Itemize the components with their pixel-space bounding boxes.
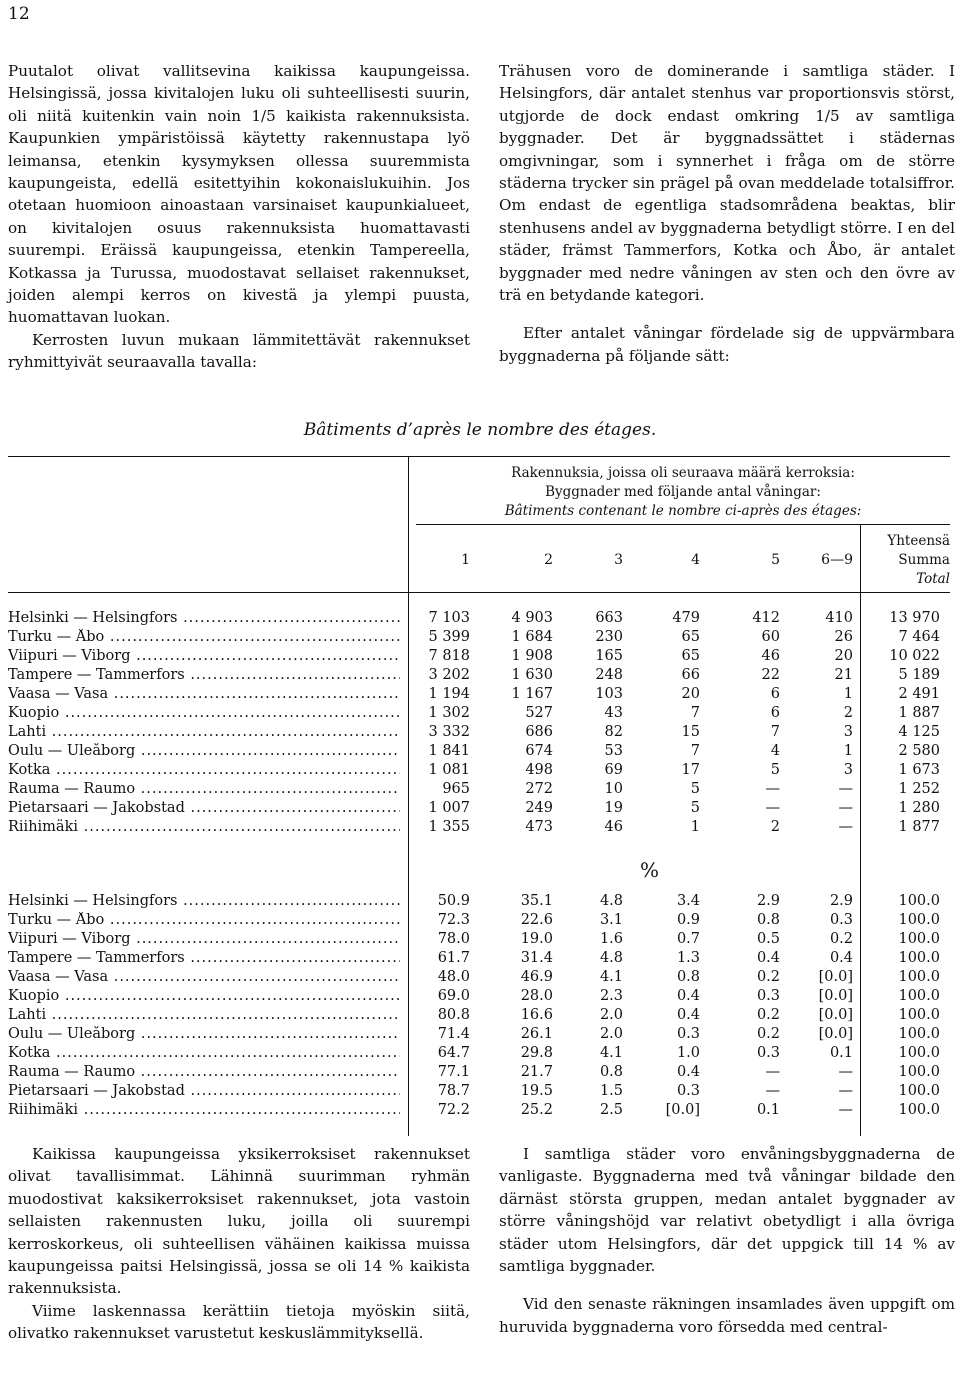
table-cell: — — [838, 819, 853, 835]
header-sv: Byggnader med följande antal våningar: — [545, 484, 821, 500]
table-row-absolute — [8, 800, 950, 819]
table-cell: 1 673 — [898, 762, 940, 778]
table-cell: 3 — [843, 762, 853, 778]
table-cell: 72.3 — [437, 912, 470, 928]
table-cell: 1.6 — [599, 931, 623, 947]
table-cell: 15 — [681, 724, 700, 740]
table-row-absolute — [8, 648, 950, 667]
table-cell: 0.3 — [756, 988, 780, 1004]
table-row-percent — [8, 1007, 950, 1026]
total-column-header — [870, 532, 950, 589]
column-header: 4 — [691, 552, 700, 568]
table-cell: 26 — [834, 629, 853, 645]
table-cell: 4 125 — [898, 724, 940, 740]
table-cell: 165 — [595, 648, 623, 664]
table-cell: 35.1 — [520, 893, 553, 909]
table-cell: 0.3 — [756, 1045, 780, 1061]
table-cell: 43 — [604, 705, 623, 721]
table-cell: 1 630 — [511, 667, 553, 683]
city-label: Pietarsaari — Jakobstad ..... — [8, 1083, 400, 1099]
table-cell: 100.0 — [898, 969, 940, 985]
table-cell: 1 252 — [898, 781, 940, 797]
city-label: Pietarsaari — Jakobstad ..... — [8, 800, 400, 816]
city-label: Rauma — Raumo ..... — [8, 781, 400, 797]
table-cell: 100.0 — [898, 988, 940, 1004]
table-cell: 7 — [690, 705, 700, 721]
table-cell: 100.0 — [898, 912, 940, 928]
table-cell: 100.0 — [898, 950, 940, 966]
table-row-percent — [8, 931, 950, 950]
table-cell: 20 — [681, 686, 700, 702]
table-cell: 3 332 — [428, 724, 470, 740]
table-cell: 0.3 — [676, 1083, 700, 1099]
table-cell: 965 — [442, 781, 470, 797]
table-cell: 2.9 — [829, 893, 853, 909]
city-label: Lahti ..... — [8, 724, 400, 740]
table-cell: — — [765, 781, 780, 797]
table-cell: 103 — [595, 686, 623, 702]
table-row-absolute — [8, 629, 950, 648]
rule — [8, 456, 950, 457]
table-cell: [0.0] — [818, 1026, 853, 1042]
table-cell: — — [838, 1102, 853, 1118]
table-cell: 0.4 — [756, 950, 780, 966]
column-header: 5 — [771, 552, 780, 568]
table-cell: 0.4 — [676, 988, 700, 1004]
table-row-absolute — [8, 724, 950, 743]
table-cell: 0.4 — [676, 1064, 700, 1080]
table-cell: 2 580 — [898, 743, 940, 759]
table-cell: 527 — [525, 705, 553, 721]
table-cell: 4.8 — [599, 950, 623, 966]
city-label: Oulu — Uleåborg ..... — [8, 1026, 400, 1042]
city-label: Helsinki — Helsingfors ..... — [8, 893, 400, 909]
table-row-percent — [8, 1045, 950, 1064]
table-cell: 50.9 — [437, 893, 470, 909]
table-cell: [0.0] — [818, 969, 853, 985]
column-header: 1 — [461, 552, 470, 568]
table-row-percent — [8, 912, 950, 931]
table-cell: 0.3 — [676, 1026, 700, 1042]
table-row-percent — [8, 1083, 950, 1102]
table-cell: 2.0 — [599, 1007, 623, 1023]
table-cell: 249 — [525, 800, 553, 816]
table-cell: 1 167 — [511, 686, 553, 702]
city-label: Rauma — Raumo ..... — [8, 1064, 400, 1080]
table-cell: 248 — [595, 667, 623, 683]
city-label: Kotka ..... — [8, 1045, 400, 1061]
table-cell: 1 280 — [898, 800, 940, 816]
table-cell: 4 — [770, 743, 780, 759]
table-row-percent — [8, 1026, 950, 1045]
table-row-percent — [8, 1102, 950, 1121]
table-cell: 1 355 — [428, 819, 470, 835]
table-cell: 1.0 — [676, 1045, 700, 1061]
table-cell: 412 — [752, 610, 780, 626]
table-cell: 479 — [672, 610, 700, 626]
table-cell: 65 — [681, 648, 700, 664]
table-cell: 71.4 — [437, 1026, 470, 1042]
table-cell: [0.0] — [665, 1102, 700, 1118]
table-cell: 48.0 — [437, 969, 470, 985]
table-row-absolute — [8, 705, 950, 724]
table-cell: 0.8 — [756, 912, 780, 928]
table-cell: 7 — [770, 724, 780, 740]
table-cell: 100.0 — [898, 1045, 940, 1061]
table-cell: 19.5 — [520, 1083, 553, 1099]
paragraph: Vid den senaste räkningen insamlades även uppgift om huruvida byggnaderna voro försedda med central- — [499, 1295, 955, 1336]
table-cell: 2.0 — [599, 1026, 623, 1042]
table-row-absolute — [8, 610, 950, 629]
city-label: Kuopio ..... — [8, 705, 400, 721]
paragraph: Trähusen voro de dominerande i samtliga städer. I Helsingfors, där antalet stenhus var proportionsvis störst, utgjorde de dock endast omkring 1/5 av samtliga byggnader. Det är byggnadssättet i städernas omgivningar, som i synnerhet i fråga om de större städerna trycker sin prägel på ovan meddelade totalsiffror. Om endast de egentliga stadsområdena beaktas, blir stenhusens andel av byggnaderna betydligt större. I en del städer, främst Tammerfors, Kotka och Åbo, är antalet byggnader med nedre våningen av sten och den övre av trä en betydande kategori. — [499, 62, 955, 305]
table-cell: 1 — [843, 686, 853, 702]
table-cell: [0.0] — [818, 1007, 853, 1023]
city-label: Riihimäki ..... — [8, 819, 400, 835]
table-cell: 25.2 — [520, 1102, 553, 1118]
table-cell: 100.0 — [898, 1064, 940, 1080]
table-cell: 72.2 — [437, 1102, 470, 1118]
page-number: 12 — [8, 4, 30, 24]
table-cell: 1 887 — [898, 705, 940, 721]
table-cell: 17 — [681, 762, 700, 778]
table-cell: 410 — [825, 610, 853, 626]
table-cell: — — [838, 800, 853, 816]
table-cell: — — [838, 1083, 853, 1099]
table-cell: 20 — [834, 648, 853, 664]
table-cell: 77.1 — [437, 1064, 470, 1080]
table-row-percent — [8, 893, 950, 912]
table-cell: 100.0 — [898, 1102, 940, 1118]
table-cell: 473 — [525, 819, 553, 835]
table-cell: 26.1 — [520, 1026, 553, 1042]
table-cell: 46.9 — [520, 969, 553, 985]
table-cell: 82 — [604, 724, 623, 740]
table-cell: 0.2 — [756, 1026, 780, 1042]
table-cell: 1.3 — [676, 950, 700, 966]
table-cell: 10 — [604, 781, 623, 797]
table-cell: 3.4 — [676, 893, 700, 909]
table-cell: 65 — [681, 629, 700, 645]
left-column-bottom — [8, 1143, 470, 1345]
column-header: 2 — [544, 552, 553, 568]
table-cell: 2.9 — [756, 893, 780, 909]
table-cell: 1.5 — [599, 1083, 623, 1099]
paragraph: Puutalot olivat vallitsevina kaikissa kaupungeissa. Helsingissä, jossa kivitalojen luku oli suhteellisesti suurin, oli niitä kuitenkin vain noin 1/5 kaikista rakennuksista. Kaupunkien ympäristöissä käytetty rakennustapa lyö leimansa, etenkin kysymyksen ollessa suuremmista kaupungeista, edellä esitettyihin kokonaislukuihin. Jos otetaan huomioon ainoastaan varsinaiset kaupunkialueet, on kivitalojen osuus rakennuksista huomattavasti suurempi. Eräissä kaupungeissa, etenkin Tampereella, Kotkassa ja Turussa, muodostavat sellaiset rakennukset, joiden alempi kerros on kivestä ja ylempi puusta, huomattavan luokan. — [8, 62, 470, 327]
city-label: Kuopio ..... — [8, 988, 400, 1004]
table-cell: 5 — [770, 762, 780, 778]
table-cell: 4.1 — [599, 969, 623, 985]
paragraph: Efter antalet våningar fördelade sig de uppvärmbara byggnaderna på följande sätt: — [499, 324, 955, 365]
table-cell: 2 491 — [898, 686, 940, 702]
city-label: Oulu — Uleåborg ..... — [8, 743, 400, 759]
table-row-absolute — [8, 667, 950, 686]
table-cell: 3 202 — [428, 667, 470, 683]
table-cell: 22 — [761, 667, 780, 683]
table-cell: 46 — [604, 819, 623, 835]
table-cell: 0.8 — [599, 1064, 623, 1080]
table-cell: 0.2 — [829, 931, 853, 947]
paragraph: Kerrosten luvun mukaan lämmitettävät rakennukset ryhmittyivät seuraavalla tavalla: — [8, 330, 470, 372]
table-cell: 1 841 — [428, 743, 470, 759]
city-label: Tampere — Tammerfors ..... — [8, 667, 400, 683]
table-cell: 0.1 — [829, 1045, 853, 1061]
table-cell: 22.6 — [520, 912, 553, 928]
table-cell: 66 — [681, 667, 700, 683]
table-cell: 1 007 — [428, 800, 470, 816]
table-cell: 0.7 — [676, 931, 700, 947]
table-cell: [0.0] — [818, 988, 853, 1004]
table-cell: 100.0 — [898, 1026, 940, 1042]
table-cell: 5 — [690, 781, 700, 797]
table-cell: 6 — [770, 705, 780, 721]
table-cell: 1 302 — [428, 705, 470, 721]
table-cell: 0.1 — [756, 1102, 780, 1118]
table-cell: 1 — [690, 819, 700, 835]
table-cell: — — [838, 781, 853, 797]
table-cell: 1 081 — [428, 762, 470, 778]
right-column-bottom — [499, 1143, 955, 1338]
table-cell: — — [765, 1083, 780, 1099]
table-cell: 0.4 — [676, 1007, 700, 1023]
rule — [416, 524, 950, 525]
table-cell: 4 903 — [511, 610, 553, 626]
table-row-percent — [8, 950, 950, 969]
table-cell: 1 877 — [898, 819, 940, 835]
table-cell: 21 — [834, 667, 853, 683]
table-cell: 663 — [595, 610, 623, 626]
table-cell: 29.8 — [520, 1045, 553, 1061]
rule — [8, 592, 950, 593]
right-column-top — [499, 60, 955, 367]
table-cell: 100.0 — [898, 931, 940, 947]
table-cell: 2 — [770, 819, 780, 835]
city-label: Turku — Åbo ..... — [8, 912, 400, 928]
table-cell: 1 908 — [511, 648, 553, 664]
table-cell: 21.7 — [520, 1064, 553, 1080]
table-cell: 2.5 — [599, 1102, 623, 1118]
table-cell: 5 — [690, 800, 700, 816]
table-cell: 100.0 — [898, 1083, 940, 1099]
table-cell: 100.0 — [898, 893, 940, 909]
total-sv: Summa — [898, 552, 950, 568]
table-cell: 4.8 — [599, 893, 623, 909]
table-cell: — — [765, 1064, 780, 1080]
table-cell: 7 103 — [428, 610, 470, 626]
table-cell: 78.0 — [437, 931, 470, 947]
table-cell: 19.0 — [520, 931, 553, 947]
city-label: Lahti ..... — [8, 1007, 400, 1023]
table-cell: 100.0 — [898, 1007, 940, 1023]
city-label: Viipuri — Viborg ..... — [8, 931, 400, 947]
table-cell: 0.4 — [829, 950, 853, 966]
table-cell: 28.0 — [520, 988, 553, 1004]
city-label: Vaasa — Vasa ..... — [8, 969, 400, 985]
total-fr: Total — [916, 571, 950, 587]
table-cell: 3.1 — [599, 912, 623, 928]
table-row-absolute — [8, 762, 950, 781]
percent-sign: % — [640, 858, 660, 882]
city-label: Riihimäki ..... — [8, 1102, 400, 1118]
table-cell: 0.2 — [756, 969, 780, 985]
left-column-top — [8, 60, 470, 374]
table-cell: 1 684 — [511, 629, 553, 645]
header-fr: Bâtiments contenant le nombre ci-après des étages: — [504, 503, 862, 519]
table-cell: 0.8 — [676, 969, 700, 985]
city-label: Turku — Åbo ..... — [8, 629, 400, 645]
table-cell: 16.6 — [520, 1007, 553, 1023]
table-row-percent — [8, 988, 950, 1007]
table-caption: Bâtiments d’après le nombre des étages. — [303, 420, 657, 440]
total-fi: Yhteensä — [887, 533, 950, 549]
table-cell: 7 — [690, 743, 700, 759]
table-cell: 0.2 — [756, 1007, 780, 1023]
table-row-percent — [8, 1064, 950, 1083]
table-row-absolute — [8, 819, 950, 838]
table-cell: — — [838, 1064, 853, 1080]
table-cell: 64.7 — [437, 1045, 470, 1061]
table-cell: 69 — [604, 762, 623, 778]
table-cell: — — [765, 800, 780, 816]
table-cell: 6 — [770, 686, 780, 702]
paragraph: Viime laskennassa kerättiin tietoja myöskin siitä, olivatko rakennukset varustetut keskuslämmityksellä. — [8, 1301, 470, 1343]
city-label: Viipuri — Viborg ..... — [8, 648, 400, 664]
table-cell: 686 — [525, 724, 553, 740]
table-row-absolute — [8, 743, 950, 762]
table-row-absolute — [8, 781, 950, 800]
table-cell: 1 194 — [428, 686, 470, 702]
table-cell: 230 — [595, 629, 623, 645]
header-fi: Rakennuksia, joissa oli seuraava määrä kerroksia: — [511, 465, 855, 481]
city-label: Kotka ..... — [8, 762, 400, 778]
table-cell: 4.1 — [599, 1045, 623, 1061]
paragraph: Kaikissa kaupungeissa yksikerroksiset rakennukset olivat tavallisimmat. Lähinnä suurimman ryhmän muodostivat kaksikerroksiset rakennukset, jota vastoin sellaisten rakennusten luku, joilla oli suurempi kerroskorkeus, oli suhteellisen vähäinen kaikissa muissa kaupungeissa paitsi Helsingissä, jossa se oli 14 % kaikista rakennuksista. — [8, 1145, 470, 1298]
table-cell: 13 970 — [889, 610, 940, 626]
table-cell: 3 — [843, 724, 853, 740]
table-row-absolute — [8, 686, 950, 705]
table-cell: 60 — [761, 629, 780, 645]
table-cell: 7 818 — [428, 648, 470, 664]
table-cell: 2 — [843, 705, 853, 721]
table-cell: 19 — [604, 800, 623, 816]
table-cell: 46 — [761, 648, 780, 664]
table-cell: 69.0 — [437, 988, 470, 1004]
storeys-table — [8, 456, 950, 1136]
city-label: Helsinki — Helsingfors ..... — [8, 610, 400, 626]
table-cell: 61.7 — [437, 950, 470, 966]
table-row-percent — [8, 969, 950, 988]
table-cell: 31.4 — [520, 950, 553, 966]
column-group-header — [416, 464, 950, 521]
city-label: Tampere — Tammerfors ..... — [8, 950, 400, 966]
table-cell: 5 399 — [428, 629, 470, 645]
table-cell: 674 — [525, 743, 553, 759]
table-cell: 10 022 — [889, 648, 940, 664]
table-cell: 78.7 — [437, 1083, 470, 1099]
table-cell: 0.9 — [676, 912, 700, 928]
column-header: 6—9 — [821, 552, 853, 568]
table-cell: 498 — [525, 762, 553, 778]
table-cell: 7 464 — [898, 629, 940, 645]
table-cell: 0.3 — [829, 912, 853, 928]
table-cell: 2.3 — [599, 988, 623, 1004]
table-cell: 272 — [525, 781, 553, 797]
column-header: 3 — [614, 552, 623, 568]
table-cell: 53 — [604, 743, 623, 759]
table-cell: 0.5 — [756, 931, 780, 947]
paragraph: I samtliga städer voro envåningsbyggnaderna de vanligaste. Byggnaderna med två våningar bildade den därnäst största gruppen, medan antalet byggnader av större våningshöjd var relativt obetydligt i alla övriga städer utom Helsingfors, där det uppgick till 14 % av samtliga byggnader. — [499, 1145, 955, 1276]
table-cell: 80.8 — [437, 1007, 470, 1023]
table-cell: 5 189 — [898, 667, 940, 683]
city-label: Vaasa — Vasa ..... — [8, 686, 400, 702]
table-cell: 1 — [843, 743, 853, 759]
